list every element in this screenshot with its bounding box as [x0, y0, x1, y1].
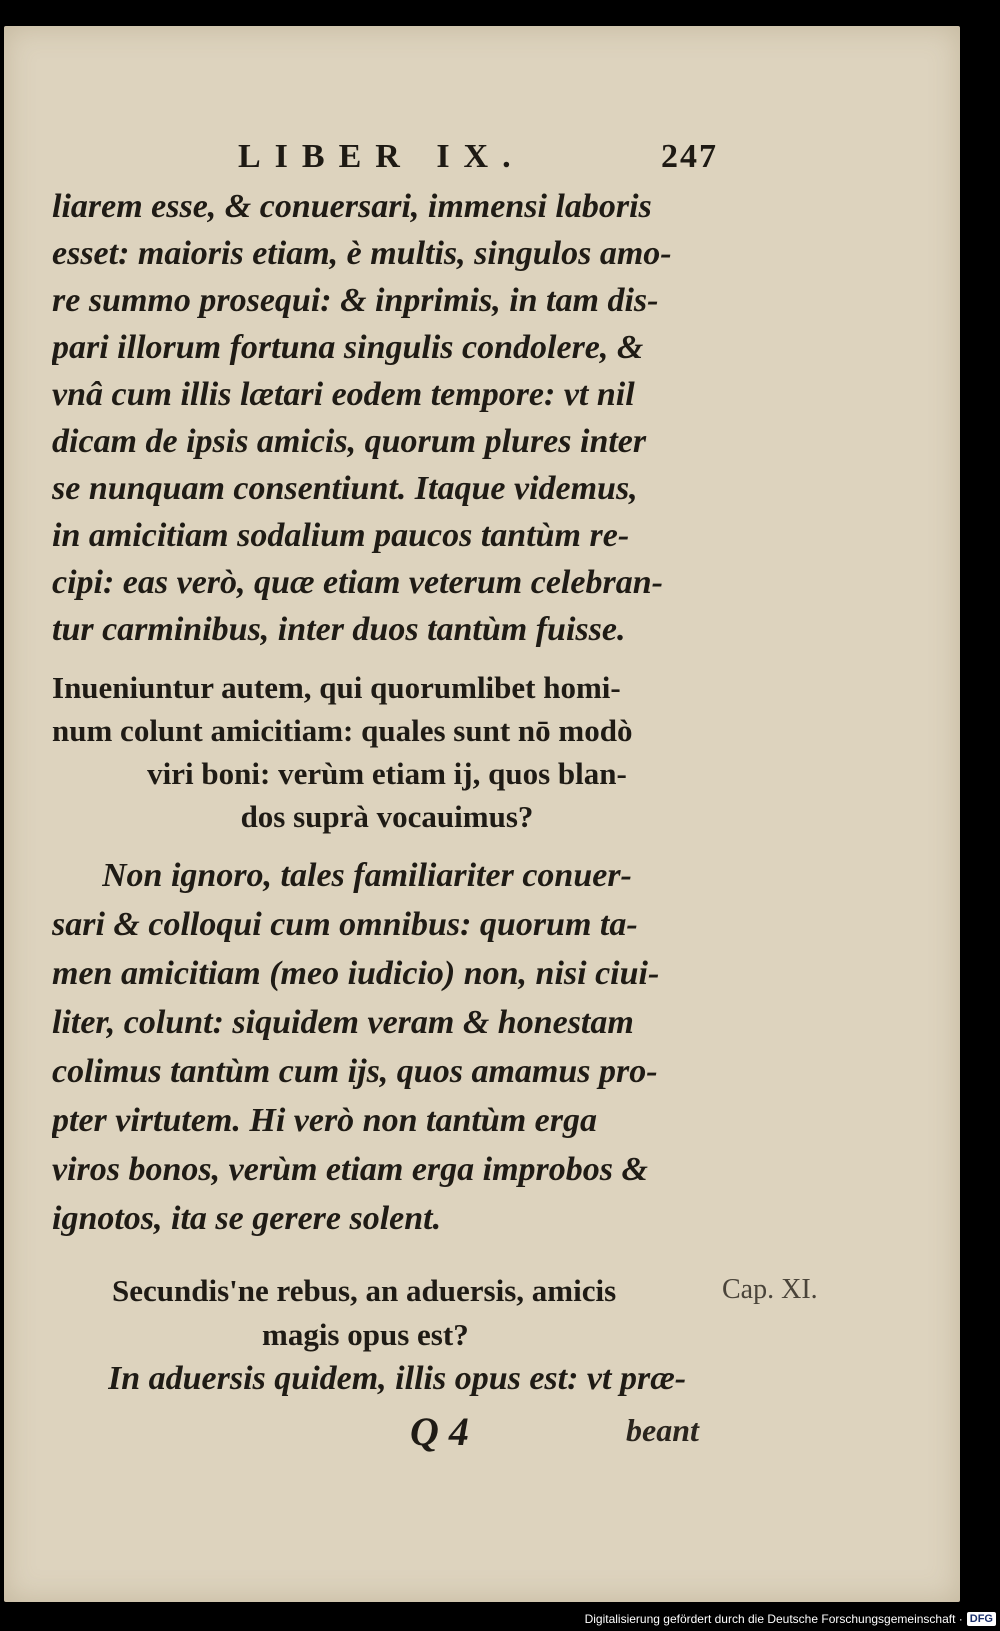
text-line: liter, colunt: siquidem veram & honestam [52, 1004, 634, 1041]
text-line: liarem esse, & conuersari, immensi laboris [52, 188, 652, 225]
text-line: men amicitiam (meo iudicio) non, nisi ciui- [52, 955, 660, 992]
text-line: esset: maioris etiam, è multis, singulos amo- [52, 235, 672, 272]
text-line: In aduersis quidem, illis opus est: vt præ- [108, 1360, 687, 1397]
dfg-logo: DFG [967, 1612, 996, 1626]
question-line: num colunt amicitiam: quales sunt nō modò [52, 713, 633, 748]
signature-mark: Q 4 [410, 1409, 469, 1454]
digitization-footer [585, 1610, 996, 1628]
text-line: pter virtutem. Hi verò non tantùm erga [52, 1102, 597, 1139]
text-line: tur carminibus, inter duos tantùm fuisse. [52, 611, 626, 648]
text-line: re summo prosequi: & inprimis, in tam dis- [52, 282, 659, 319]
question-line: Inueniuntur autem, qui quorumlibet homi- [52, 670, 621, 705]
text-line: viros bonos, verùm etiam erga improbos & [52, 1151, 648, 1188]
text-line: dicam de ipsis amicis, quorum plures inter [52, 423, 647, 460]
footer-text: Digitalisierung gefördert durch die Deutsche Forschungsgemeinschaft · [584, 1612, 963, 1626]
question-line: Secundis'ne rebus, an aduersis, amicis [112, 1273, 617, 1308]
text-line: in amicitiam sodalium paucos tantùm re- [52, 517, 630, 554]
text-line: ignotos, ita se gerere solent. [52, 1200, 442, 1237]
page-number: 247 [661, 138, 718, 175]
header-title: LIBER IX. [238, 138, 525, 175]
text-line: sari & colloqui cum omnibus: quorum ta- [52, 906, 638, 943]
running-header [238, 138, 718, 178]
text-line: pari illorum fortuna singulis condolere, & [52, 329, 644, 366]
text-line: cipi: eas verò, quæ etiam veterum celebran- [52, 564, 663, 601]
question-line: magis opus est? [262, 1317, 469, 1352]
question-line: dos suprà vocauimus? [240, 799, 534, 834]
question-line: viri boni: verùm etiam ij, quos blan- [147, 756, 627, 791]
text-line: Non ignoro, tales familiariter conuer- [102, 857, 632, 894]
text-line: se nunquam consentiunt. Itaque videmus, [52, 470, 638, 507]
catchword: beant [626, 1412, 699, 1448]
text-line: colimus tantùm cum ijs, quos amamus pro- [52, 1053, 658, 1090]
text-line: vnâ cum illis lætari eodem tempore: vt nil [52, 376, 635, 413]
chapter-margin-note: Cap. XI. [722, 1274, 818, 1305]
